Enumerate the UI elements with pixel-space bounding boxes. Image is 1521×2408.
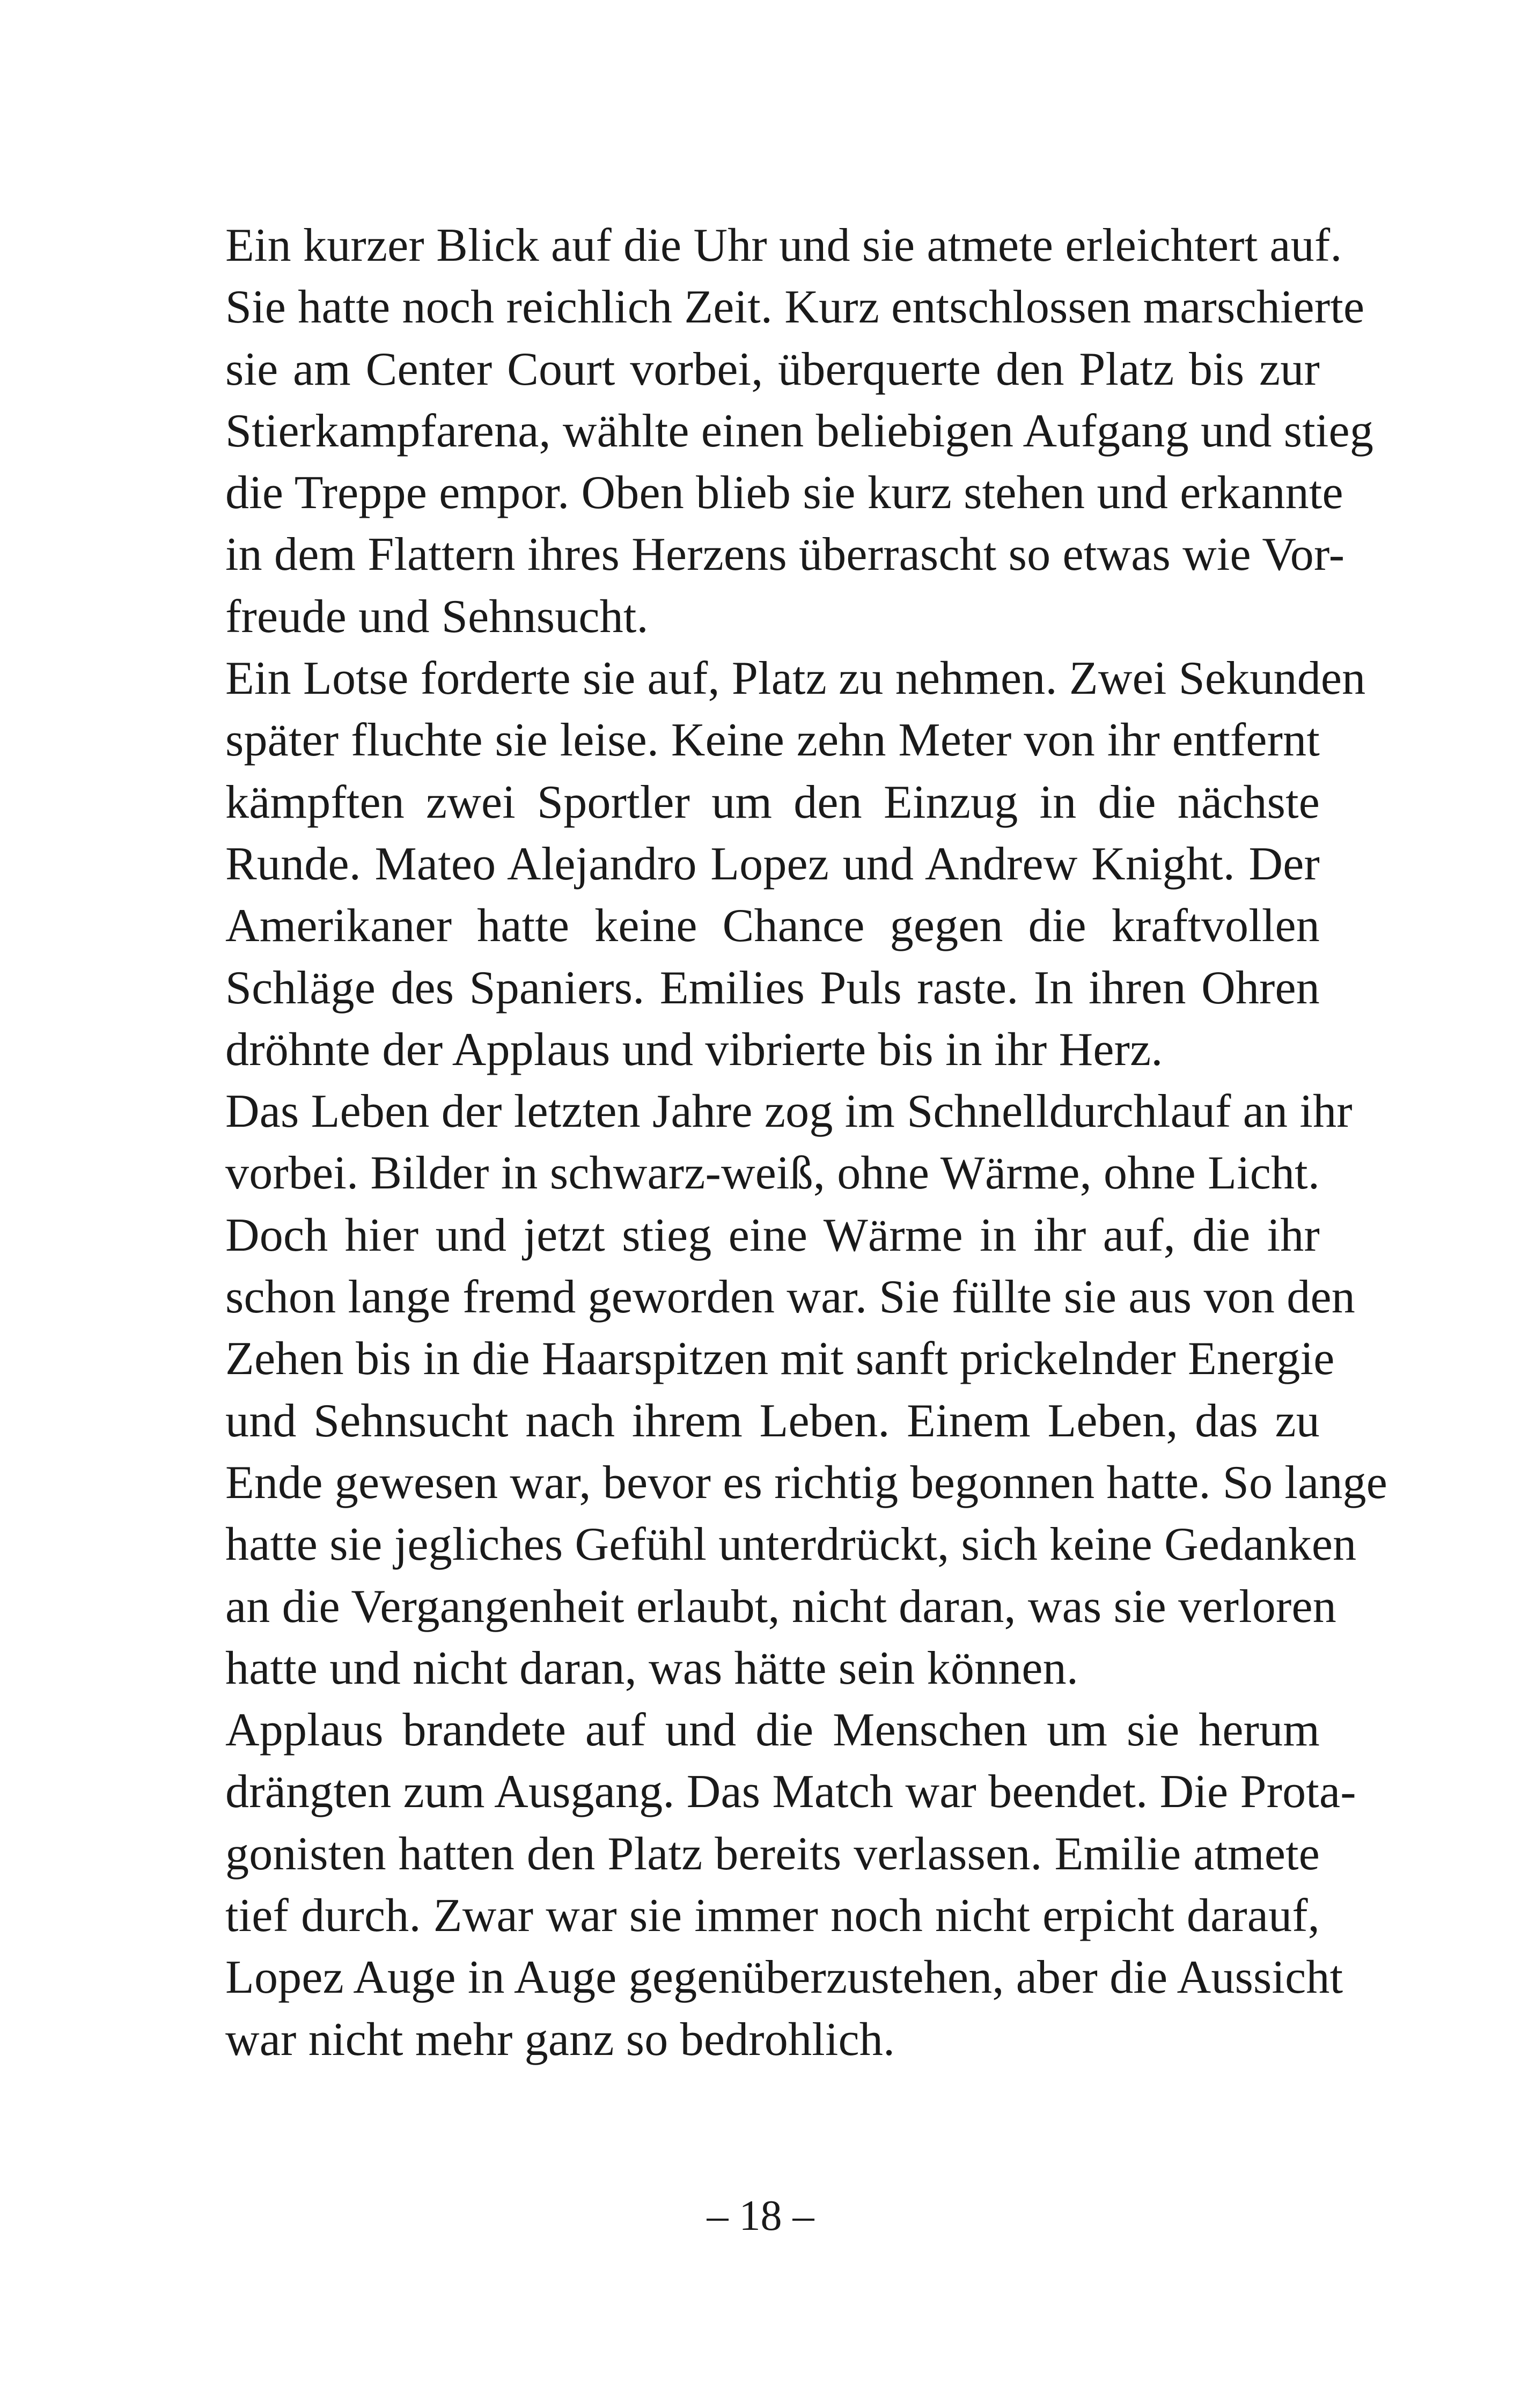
text-line: drängten zum Ausgang. Das Match war beendet. Die Prota- [225, 1766, 1356, 1818]
text-line: dröhnte der Applaus und vibrierte bis in ihr Herz. [225, 1023, 1163, 1076]
text-line: später fluchte sie leise. Keine zehn Meter von ihr entfernt [225, 714, 1320, 767]
paragraph-1 [225, 215, 1374, 648]
text-line: kämpften zwei Sportler um den Einzug in die nächste [225, 776, 1320, 828]
paragraph-2 [225, 648, 1366, 1081]
text-line: Applaus brandete auf und die Menschen um sie herum [225, 1704, 1320, 1757]
text-line: schon lange fremd geworden war. Sie füllte sie aus von den [225, 1271, 1355, 1324]
text-line: Ein kurzer Blick auf die Uhr und sie atmete erleichtert auf. [225, 219, 1342, 271]
text-line: Schläge des Spaniers. Emilies Puls raste. In ihren Ohren [225, 961, 1320, 1014]
page-number: – 18 – [707, 2192, 814, 2240]
text-line: Doch hier und jetzt stieg eine Wärme in ihr auf, die ihr [225, 1209, 1320, 1261]
text-line: gonisten hatten den Platz bereits verlassen. Emilie atmete [225, 1827, 1320, 1880]
text-line: die Treppe empor. Oben blieb sie kurz stehen und erkannte [225, 467, 1343, 519]
text-line: sie am Center Court vorbei, überquerte den Platz bis zur [225, 343, 1320, 395]
text-line: hatte und nicht daran, was hätte sein können. [225, 1642, 1079, 1694]
text-line: Runde. Mateo Alejandro Lopez und Andrew Knight. Der [225, 838, 1320, 890]
text-line: Amerikaner hatte keine Chance gegen die kraftvollen [225, 900, 1320, 952]
text-line: Lopez Auge in Auge gegenüberzustehen, aber die Aussicht [225, 1951, 1343, 2004]
text-line: an die Vergangenheit erlaubt, nicht daran, was sie verloren [225, 1580, 1336, 1633]
text-line: und Sehnsucht nach ihrem Leben. Einem Leben, das zu [225, 1394, 1320, 1447]
text-line: Zehen bis in die Haarspitzen mit sanft prickelnder Energie [225, 1333, 1335, 1385]
paragraph-3 [225, 1081, 1387, 1699]
text-line: Stierkampfarena, wählte einen beliebigen Aufgang und stieg [225, 405, 1374, 457]
text-line: in dem Flattern ihres Herzens überrascht so etwas wie Vor- [225, 528, 1345, 581]
text-line: Das Leben der letzten Jahre zog im Schnelldurchlauf an ihr [225, 1085, 1353, 1138]
text-line: Sie hatte noch reichlich Zeit. Kurz entschlossen marschierte [225, 281, 1365, 334]
text-line: Ende gewesen war, bevor es richtig begonnen hatte. So lange [225, 1456, 1387, 1509]
text-line: Ein Lotse forderte sie auf, Platz zu nehmen. Zwei Sekunden [225, 652, 1366, 705]
text-line: war nicht mehr ganz so bedrohlich. [225, 2013, 895, 2066]
text-line: vorbei. Bilder in schwarz-weiß, ohne Wärme, ohne Licht. [225, 1147, 1320, 1200]
text-line: hatte sie jegliches Gefühl unterdrückt, sich keine Gedanken [225, 1518, 1357, 1571]
text-line: tief durch. Zwar war sie immer noch nicht erpicht darauf, [225, 1890, 1320, 1942]
text-line: freude und Sehnsucht. [225, 590, 649, 643]
paragraph-4 [225, 1699, 1356, 2071]
body-text [225, 215, 1387, 2071]
